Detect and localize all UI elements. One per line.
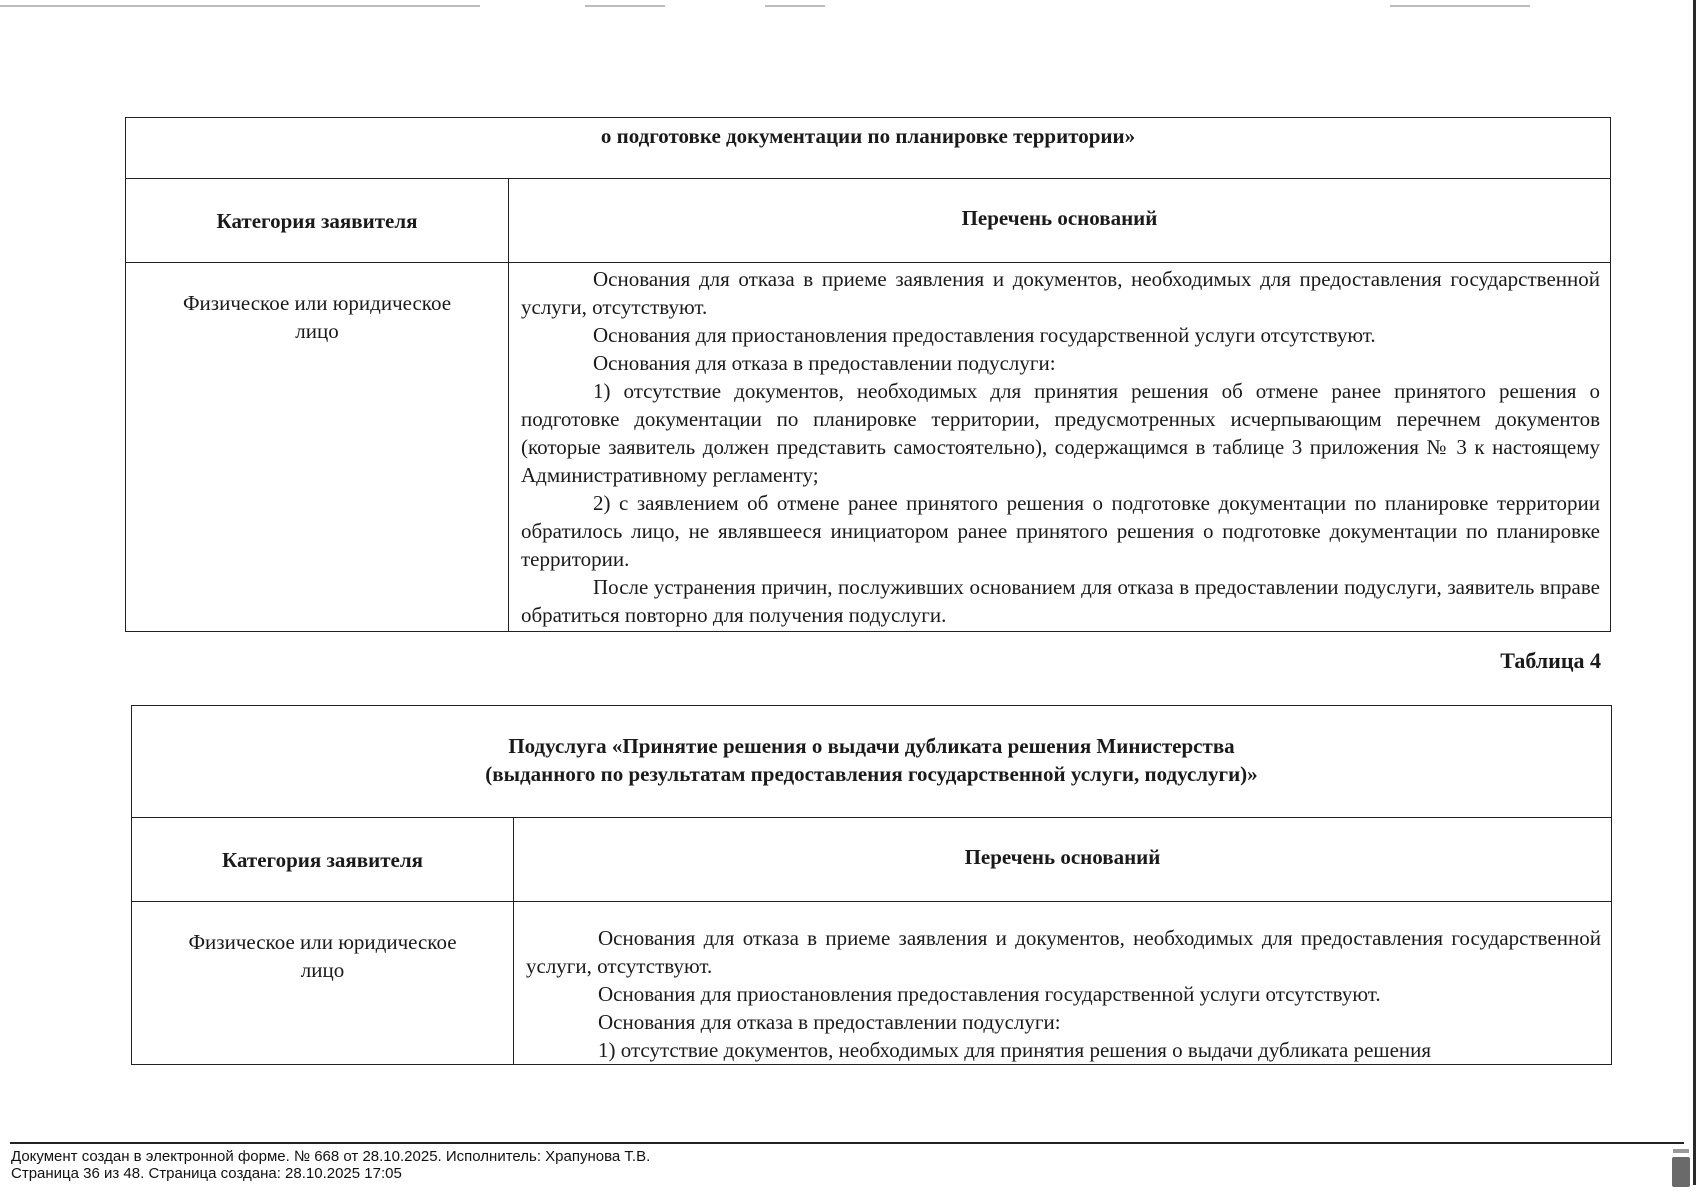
footer-line-2: Страница 36 из 48. Страница создана: 28.10.2025 17:05: [11, 1165, 402, 1182]
header-list: Перечень оснований: [514, 818, 1612, 902]
table-title: [132, 706, 1612, 818]
category-line: Физическое или юридическое: [188, 930, 457, 954]
header-list: Перечень оснований: [509, 179, 1611, 263]
table-3-continued: [125, 117, 1611, 632]
table-header-row: [126, 179, 1611, 263]
corner-stamp-icon: [1671, 1147, 1691, 1191]
scan-artifact: [0, 5, 480, 7]
title-line: (выданного по результатам предоставления государственной услуги, подуслуги)»: [485, 762, 1258, 786]
paragraph: 1) отсутствие документов, необходимых для принятия решения о выдачи дубликата решения: [598, 1038, 1432, 1062]
table-title-row: [126, 118, 1611, 179]
applicant-category: [132, 902, 514, 1065]
paragraph: Основания для приостановления предоставления государственной услуги отсутствуют.: [593, 323, 1376, 347]
table-header-row: [132, 818, 1612, 902]
header-category: Категория заявителя: [126, 179, 509, 263]
footer-line-1: Документ создан в электронной форме. № 668 от 28.10.2025. Исполнитель: Храпунова Т.В.: [11, 1148, 651, 1165]
grounds-list: [514, 902, 1612, 1065]
header-category: Категория заявителя: [132, 818, 514, 902]
paragraph: 2) с заявлением об отмене ранее принятого решения о подготовке документации по планировке территории обратилось лицо, не являвшееся инициатором ранее принятого решения о подготовке документации по планировке территории.: [521, 491, 1600, 571]
paragraph: 1) отсутствие документов, необходимых для принятия решения об отмене ранее принятого решения о подготовке документации по планировке территории, предусмотренных исчерпывающим перечнем документов (которые заявитель должен представить самостоятельно), содержащимся в таблице 3 приложения № 3 к настоящему Административному регламенту;: [521, 379, 1600, 487]
paragraph: Основания для отказа в приеме заявления и документов, необходимых для предоставления государственной услуги, отсутствуют.: [526, 926, 1601, 978]
table-4-label: Таблица 4: [1500, 648, 1601, 673]
scan-artifact: [1390, 5, 1530, 7]
paragraph: Основания для отказа в предоставлении подуслуги:: [593, 351, 1056, 375]
table-title: о подготовке документации по планировке территории»: [126, 118, 1611, 179]
table-title-row: [132, 706, 1612, 818]
footer-divider: [10, 1142, 1684, 1144]
title-line: Подуслуга «Принятие решения о выдачи дубликата решения Министерства: [508, 734, 1235, 758]
grounds-list: [509, 263, 1611, 632]
paragraph: Основания для приостановления предоставления государственной услуги отсутствуют.: [598, 982, 1381, 1006]
page-edge: [1693, 0, 1696, 1185]
table-row: [126, 263, 1611, 632]
scan-artifact: [765, 5, 825, 7]
document-footer: [11, 1148, 650, 1182]
paragraph: Основания для отказа в приеме заявления и документов, необходимых для предоставления государственной услуги, отсутствуют.: [521, 267, 1600, 319]
paragraph: Основания для отказа в предоставлении подуслуги:: [598, 1010, 1061, 1034]
paragraph: После устранения причин, послуживших основанием для отказа в предоставлении подуслуги, заявитель вправе обратиться повторно для получения подуслуги.: [521, 575, 1600, 627]
scan-artifact: [585, 5, 665, 7]
table-row: [132, 902, 1612, 1065]
category-line: лицо: [300, 958, 345, 982]
table-4: [131, 705, 1612, 1065]
category-line: лицо: [295, 319, 339, 343]
category-line: Физическое или юридическое: [182, 291, 452, 315]
applicant-category: [126, 263, 509, 632]
